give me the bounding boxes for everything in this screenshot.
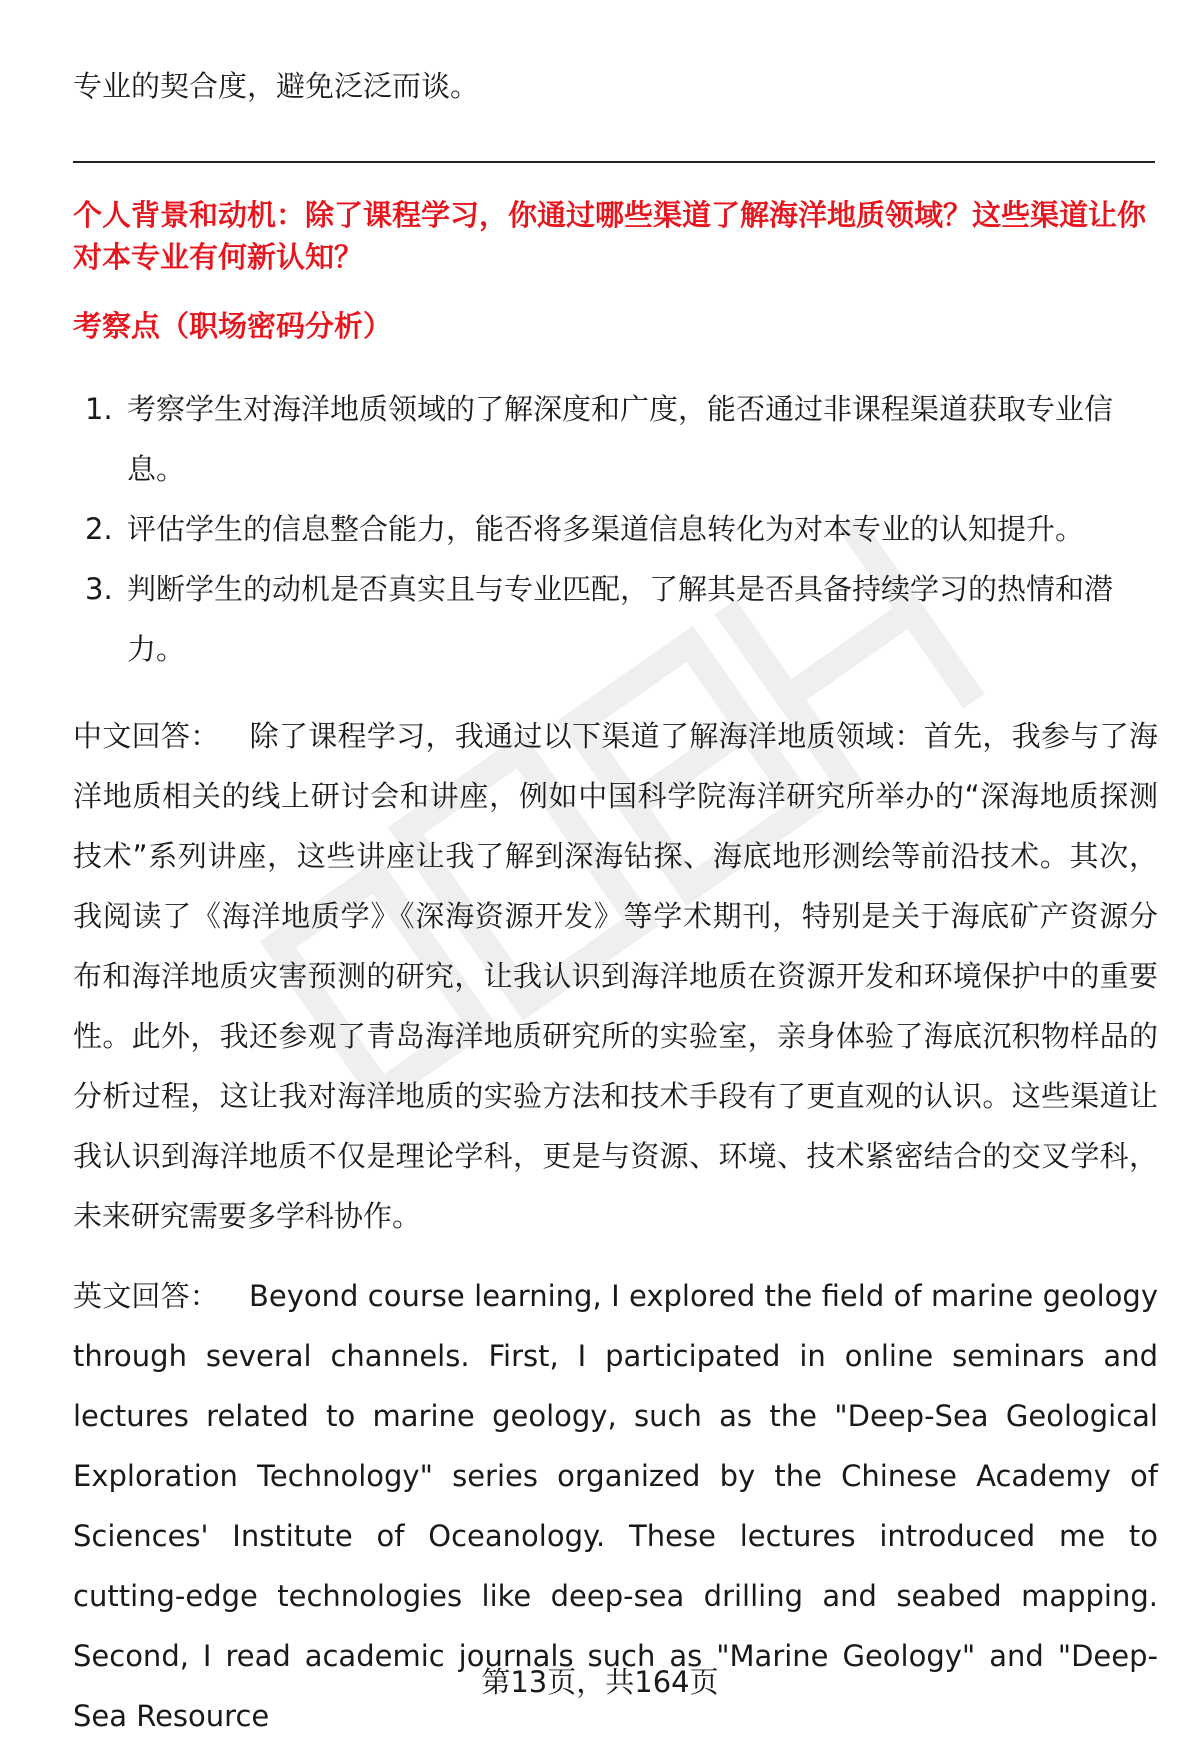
page-number-footer: 第13页，共164页: [481, 1665, 719, 1699]
list-item-text: 判断学生的动机是否真实且与专业匹配，了解其是否具备持续学习的热情和潜力。: [127, 572, 1114, 666]
chinese-answer: [73, 706, 1158, 1246]
section-title: 考察点（职场密码分析）: [73, 309, 393, 343]
english-answer-label: 英文回答：: [73, 1279, 219, 1313]
list-number: 3.: [85, 572, 113, 606]
intro-text: 专业的契合度，避免泛泛而谈。: [73, 69, 480, 103]
section-divider: [73, 161, 1155, 163]
list-number: 1.: [85, 392, 113, 426]
list-item: [73, 559, 1158, 679]
chinese-answer-label: 中文回答：: [73, 719, 220, 753]
chinese-answer-text: 除了课程学习，我通过以下渠道了解海洋地质领域：首先，我参与了海洋地质相关的线上研讨会和讲座，例如中国科学院海洋研究所举办的“深海地质探测技术”系列讲座，这些讲座让我了解到深海钻探、海底地形测绘等前沿技术。其次，我阅读了《海洋地质学》《深海资源开发》等学术期刊，特别是关于海底矿产资源分布和海洋地质灾害预测的研究，让我认识到海洋地质在资源开发和环境保护中的重要性。此外，我还参观了青岛海洋地质研究所的实验室，亲身体验了海底沉积物样品的分析过程，这让我对海洋地质的实验方法和技术手段有了更直观的认识。这些渠道让我认识到海洋地质不仅是理论学科，更是与资源、环境、技术紧密结合的交叉学科，未来研究需要多学科协作。: [73, 719, 1158, 1233]
list-item-text: 评估学生的信息整合能力，能否将多渠道信息转化为对本专业的认知提升。: [127, 512, 1085, 546]
list-number: 2.: [85, 512, 113, 546]
question-heading: 个人背景和动机：除了课程学习，你通过哪些渠道了解海洋地质领域？这些渠道让你对本专业有何新认知？: [73, 198, 1147, 274]
list-item-text: 考察学生对海洋地质领域的了解深度和广度，能否通过非课程渠道获取专业信息。: [127, 392, 1114, 486]
evaluation-points-list: [73, 379, 1158, 679]
list-item: [73, 499, 1158, 559]
list-item: [73, 379, 1158, 499]
english-answer-text: Beyond course learning, I explored the field of marine geology through several channels. First, I participated in online seminars and lectures related to marine geology, such as the "Deep-Sea Geological Exploration Technology" series organized by the Chinese Academy of Sciences' Institute of Oceanology. These lectures introduced me to cutting-edge technologies like deep-sea drilling and seabed mapping. Second, I read academic journals such as "Marine Geology" and "Deep-Sea Resource: [73, 1279, 1158, 1733]
